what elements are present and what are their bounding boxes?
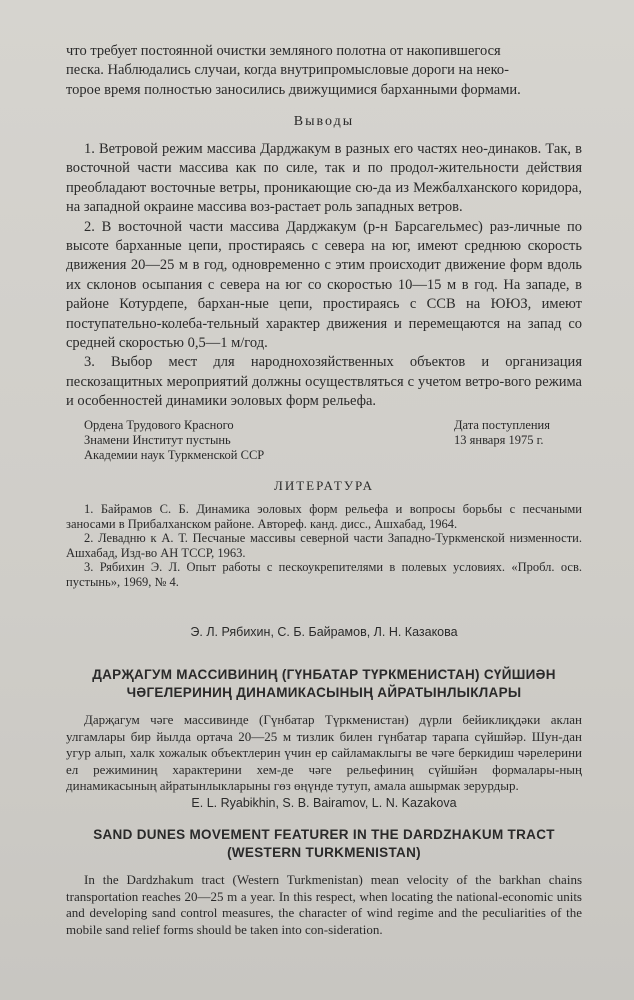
received-date: 13 января 1975 г. bbox=[454, 433, 544, 447]
turkmen-title bbox=[66, 666, 582, 702]
text-line: песка. Наблюдались случаи, когда внутрипромысловые дороги на неко- bbox=[66, 62, 509, 79]
received-label: Дата поступления bbox=[454, 418, 550, 432]
turkmen-summary-text bbox=[66, 712, 582, 795]
reference-list bbox=[66, 502, 582, 590]
english-summary-text bbox=[66, 872, 582, 938]
title-line: ЧӘГЕЛЕРИНИҢ ДИНАМИКАСЫНЫҢ АЙРАТЫНЛЫКЛАРЫ bbox=[126, 685, 522, 700]
english-authors: E. L. Ryabikhin, S. B. Bairamov, L. N. Kazakova bbox=[191, 796, 457, 810]
summary-paragraph: Дарҗагум чәге массивинде (Гүнбатар Түркменистан) дүрли бейиклиқдәки аклан улгамлары бир йылда ортача 20—25 м тизлик билен гүнбатар тарапа сүйшйәр. Шун-дан угур алып, халк хожалык объектлерин үчин ер сайламаклыгы ве чәге беркидиш чәрелерини ел режиминиң характерини хем-де чәге рельефиниң сүйшйән формалары-ның динамикасының айратынлыкларыны гөз өңүнде тутуп, амала ашырмак зерурдыр. bbox=[66, 712, 582, 794]
affiliation-line: Академии наук Туркменской ССР bbox=[84, 448, 265, 462]
title-line: ДАРҖАГУМ МАССИВИНИҢ (ГҮНБАТАР ТҮРКМЕНИСТАН) СҮЙШИӘН bbox=[92, 667, 556, 682]
text-line: торое время полностью заносились движущимися барханными формами. bbox=[66, 81, 521, 98]
affiliation-line: Знамени Институт пустынь bbox=[84, 433, 231, 447]
affiliation-block bbox=[84, 418, 344, 463]
affiliation-line: Ордена Трудового Красного bbox=[84, 418, 234, 432]
english-title bbox=[66, 826, 582, 862]
summary-paragraph: In the Dardzhakum tract (Western Turkmenistan) mean velocity of the barkhan chains transportation reaches 20—25 m a year. In this respect, when locating the national-economic units and developing sand control measures, the character of wind regime and the peculiarities of the mobile sand relief forms should be taken into con-sideration. bbox=[66, 872, 582, 937]
reference-item: 2. Левадню к А. Т. Песчаные массивы северной части Западно-Туркменской низменности. Ашхабад, Изд-во АН ТССР, 1963. bbox=[66, 531, 582, 560]
reference-item: 3. Рябихин Э. Л. Опыт работы с пескоукрепителями в полевых условиях. «Пробл. осв. пустынь», 1969, № 4. bbox=[66, 560, 582, 589]
received-block bbox=[454, 418, 594, 448]
intro-paragraph bbox=[66, 42, 582, 100]
conclusions-heading: Выводы bbox=[293, 114, 355, 129]
literature-heading: ЛИТЕРАТУРА bbox=[274, 478, 374, 493]
title-line: (WESTERN TURKMENISTAN) bbox=[227, 845, 421, 860]
conclusion-item: 2. В восточной части массива Дарджакум (р-н Барсагельмес) раз-личные по высоте барханные цепи, простираясь с севера на юг, имеют среднюю скорость движения 20—25 м в год, одновременно с этим происходит движение форм вдоль их склонов осыпания с севера на юг со скоростью 10—15 м в год. На западе, в районе Котурдепе, бархан-ные цепи, простираясь с ССВ на ЮЮЗ, имеют поступательно-колеба-тельный характер движения и перемещаются на запад со средней скоростью 0,5—1 м/год. bbox=[66, 218, 582, 352]
text-line: что требует постоянной очистки земляного полотна от накопившегося bbox=[66, 43, 501, 59]
title-line: SAND DUNES MOVEMENT FEATURER IN THE DARDZHAKUM TRACT bbox=[93, 827, 555, 842]
conclusions-list bbox=[66, 140, 582, 412]
conclusion-item: 3. Выбор мест для народнохозяйственных объектов и организация пескозащитных мероприятий должны осуществляться с учетом ветро-вого режима и особенностей динамики эоловых форм рельефа. bbox=[66, 354, 582, 410]
conclusion-item: 1. Ветровой режим массива Дарджакум в разных его частях нео-динаков. Так, в восточной части массива как по силе, так и по продол-жительности действия преобладают восточные ветры, проникающие сю-да из Межбалханского коридора, на западной окраине массива воз-растает роль западных ветров. bbox=[66, 141, 582, 216]
reference-item: 1. Байрамов С. Б. Динамика эоловых форм рельефа и вопросы борьбы с песчаными заносами в Прибалханском районе. Автореф. канд. дисс., Ашхабад, 1964. bbox=[66, 502, 582, 531]
turkmen-authors: Э. Л. Рябихин, С. Б. Байрамов, Л. Н. Казакова bbox=[190, 625, 458, 639]
